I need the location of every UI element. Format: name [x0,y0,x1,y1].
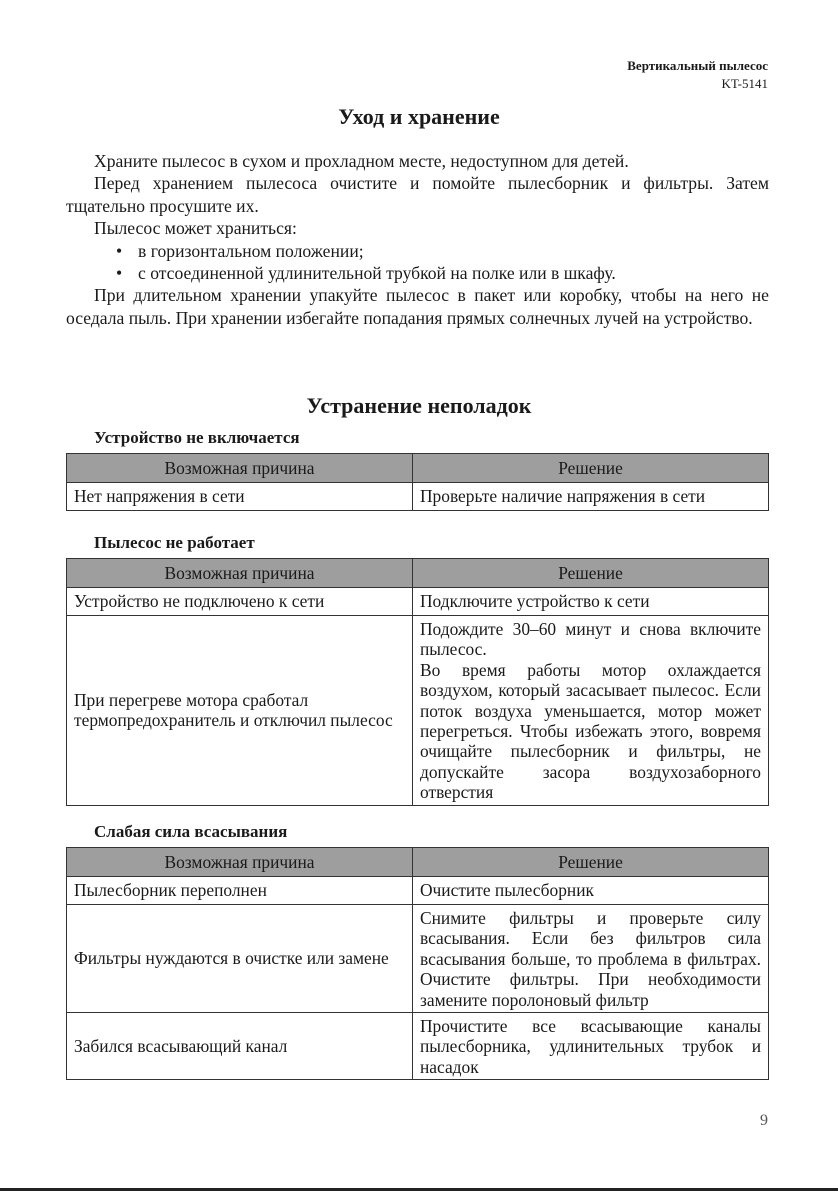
bullet-icon: • [116,263,123,284]
section-title: Устройство не включается [94,428,300,447]
document-header [627,57,768,93]
column-header-solution: Решение [413,559,769,588]
solution-cell: Очистите пылесборник [413,877,769,905]
care-paragraph: Храните пылесос в сухом и прохладном месте, недоступном для детей. [94,151,629,171]
table-row [67,877,769,905]
page-number: 9 [760,1112,768,1129]
list-item [66,240,769,262]
table-row [67,616,769,806]
section-title: Пылесос не работает [94,533,255,552]
bullet-icon: • [116,240,123,261]
solution-cell: Снимите фильтры и проверьте силу всасывания. Если без фильтров сила всасывания больше, то проблема в фильтрах. Очистите фильтры. При необходимости замените поролоновый фильтр [413,905,769,1013]
column-header-cause: Возможная причина [67,559,413,588]
product-name: Вертикальный пылесос [627,58,768,73]
solution-text: Подождите 30–60 минут и снова включите пылесос. [420,619,761,660]
troubleshooting-table [66,558,769,806]
care-paragraph: Перед хранением пылесоса очистите и помойте пылесборник и фильтры. Затем тщательно просушите их. [66,173,769,216]
storage-options-list [66,240,769,285]
care-paragraph: Пылесос может храниться: [94,218,297,239]
solution-cell: Подключите устройство к сети [413,588,769,616]
cause-cell: Забился всасывающий канал [67,1013,413,1080]
cause-cell: Фильтры нуждаются в очистке или замене [67,905,413,1013]
troubleshooting-heading: Устранение неполадок [306,393,532,418]
care-section [66,150,769,329]
section-title: Слабая сила всасывания [94,822,288,841]
column-header-solution: Решение [413,454,769,483]
table-header-row [67,848,769,877]
care-heading: Уход и хранение [338,104,500,129]
column-header-solution: Решение [413,848,769,877]
troubleshooting-table [66,847,769,1080]
solution-cell: Прочистите все всасывающие каналы пылесборника, удлинительных трубок и насадок [413,1013,769,1080]
solution-cell: Проверьте наличие напряжения в сети [413,483,769,511]
table-row [67,483,769,511]
column-header-cause: Возможная причина [67,454,413,483]
list-item-text: в горизонтальном положении; [138,240,364,261]
troubleshooting-table [66,453,769,511]
solution-text: Во время работы мотор охлаждается воздухом, который засасывает пылесос. Если поток воздуха уменьшается, мотор может перегреться. Чтобы избежать этого, вовремя очищайте пылесборник и фильтры, не допускайте засора воздухозаборного отверстия [420,659,761,803]
table-row [67,905,769,1013]
cause-cell: При перегреве мотора сработал термопредохранитель и отключил пылесос [67,616,413,806]
table-header-row [67,454,769,483]
table-header-row [67,559,769,588]
table-row [67,588,769,616]
table-row [67,1013,769,1080]
list-item [66,262,769,284]
list-item-text: с отсоединенной удлинительной трубкой на полке или в шкафу. [138,263,616,284]
column-header-cause: Возможная причина [67,848,413,877]
care-paragraph: При длительном хранении упакуйте пылесос в пакет или коробку, чтобы на него не оседала пыль. При хранении избегайте попадания прямых солнечных лучей на устройство. [66,285,769,328]
cause-cell: Пылесборник переполнен [67,877,413,905]
solution-cell [413,616,769,806]
cause-cell: Нет напряжения в сети [67,483,413,511]
cause-cell: Устройство не подключено к сети [67,588,413,616]
model-number: KT-5141 [721,76,768,91]
